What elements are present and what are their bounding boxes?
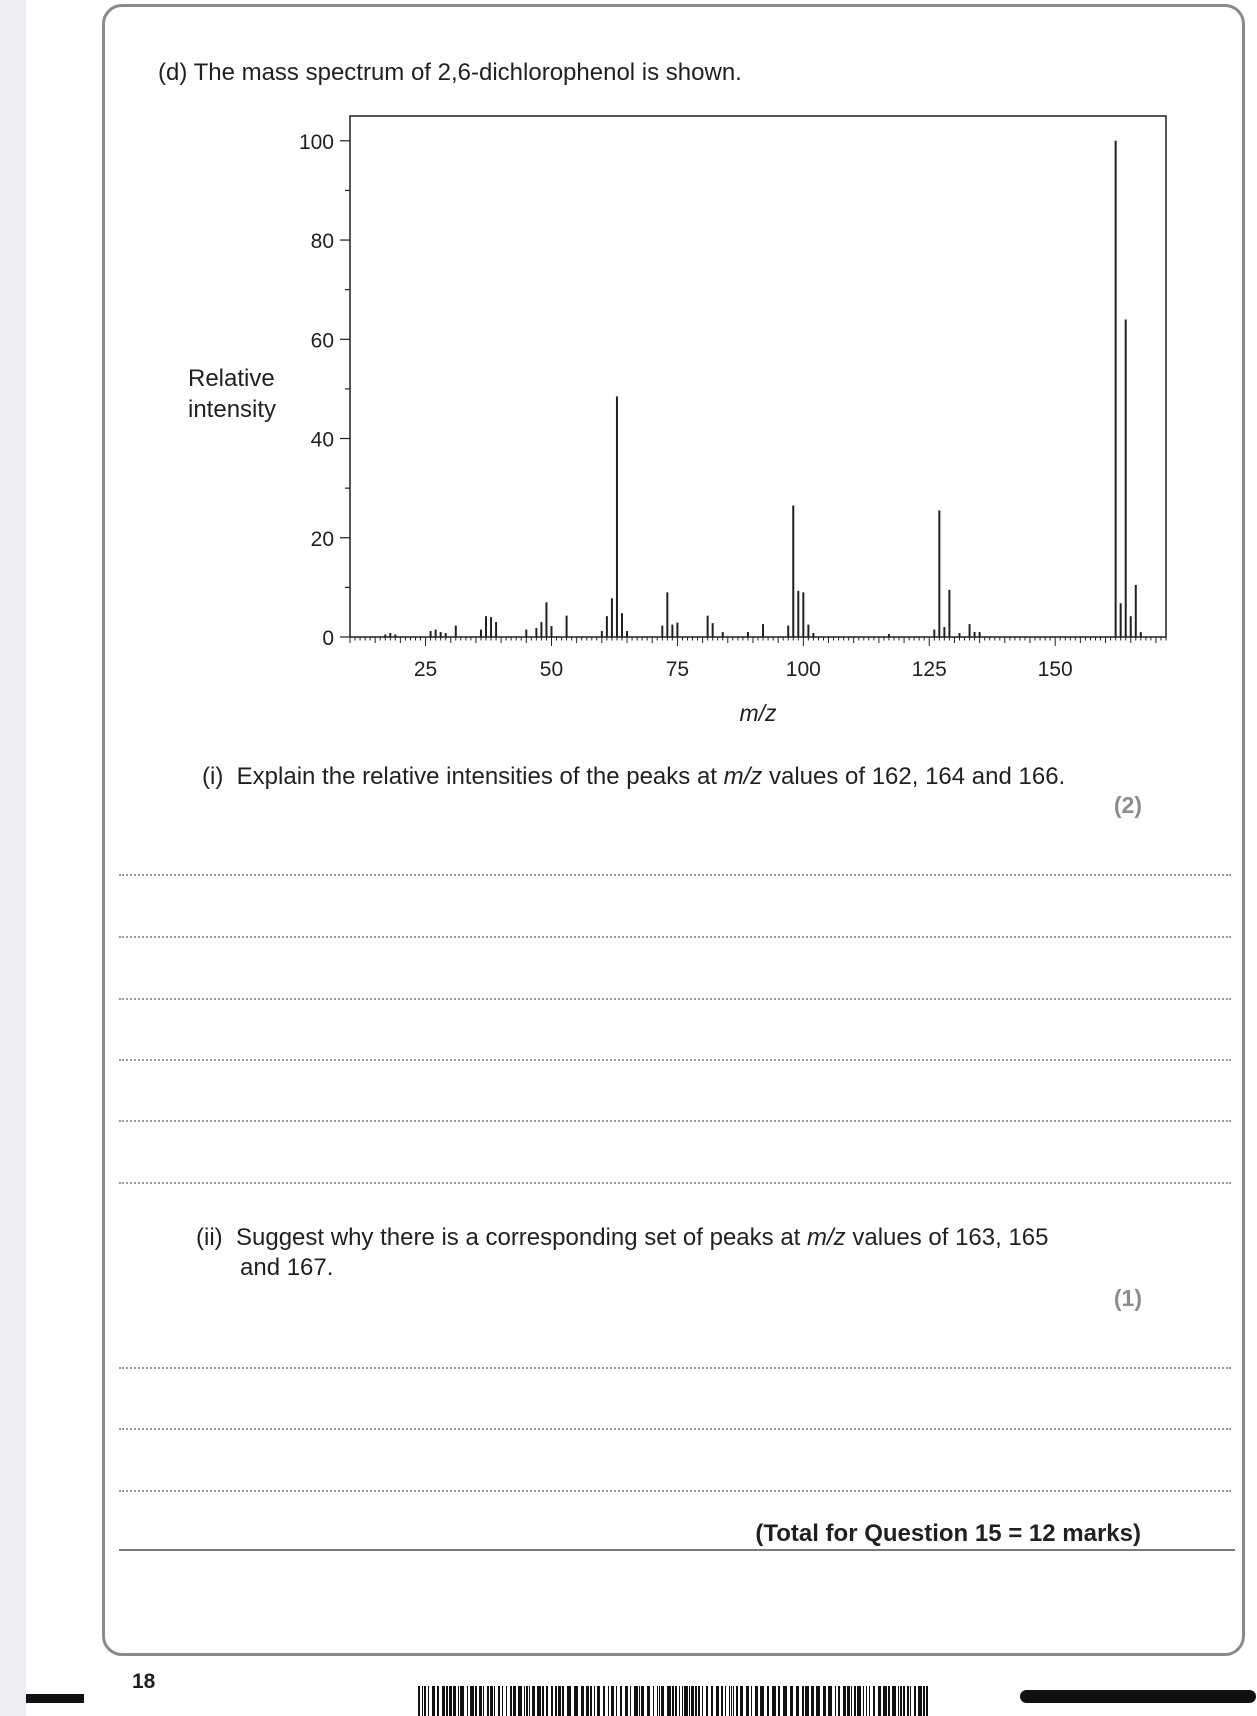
barcode-bar — [422, 1686, 423, 1716]
barcode-bar — [828, 1686, 832, 1716]
barcode-bar — [873, 1686, 875, 1716]
x-tick-label: 25 — [413, 658, 438, 681]
barcode-bar — [467, 1686, 468, 1716]
part-i-mz: m/z — [723, 763, 763, 790]
barcode-bar — [898, 1686, 899, 1716]
barcode-bar — [679, 1686, 680, 1716]
barcode-bar — [551, 1686, 553, 1716]
barcode-bar — [907, 1686, 909, 1716]
barcode-bar — [760, 1686, 764, 1716]
barcode-bar — [657, 1686, 658, 1716]
barcode-bar — [903, 1686, 905, 1716]
barcode-bar — [446, 1686, 448, 1716]
barcode-bar — [783, 1686, 787, 1716]
part-ii-mz: m/z — [807, 1224, 846, 1251]
barcode-bar — [816, 1686, 820, 1716]
barcode-bar — [449, 1686, 452, 1716]
barcode-bar — [458, 1686, 459, 1716]
barcode-bar — [716, 1686, 719, 1716]
barcode-bar — [838, 1686, 840, 1716]
footer-bar-right — [1020, 1690, 1256, 1703]
part-ii-text-before: Suggest why there is a corresponding set of peaks at — [236, 1224, 807, 1251]
y-tick-label: 100 — [298, 130, 334, 154]
answer-line[interactable] — [119, 1367, 1231, 1369]
barcode-bar — [558, 1686, 561, 1716]
plot-frame — [350, 116, 1166, 637]
barcode-bar — [437, 1686, 439, 1716]
part-i-text-after: values of 162, 164 and 166. — [762, 763, 1066, 790]
page-number: 18 — [132, 1670, 156, 1693]
answer-line[interactable] — [119, 998, 1231, 1000]
barcode-bar — [479, 1686, 482, 1716]
barcode-bar — [518, 1686, 522, 1716]
barcode-bar — [502, 1686, 503, 1716]
barcode-bar — [746, 1686, 749, 1716]
barcode-bar — [603, 1686, 605, 1716]
barcode-bar — [802, 1686, 804, 1716]
barcode-bar — [772, 1686, 776, 1716]
barcode-bar — [661, 1686, 664, 1716]
barcode-bar — [498, 1686, 500, 1716]
barcode-bar — [823, 1686, 826, 1716]
barcode-bar — [733, 1686, 734, 1716]
part-ii-label: (ii) — [196, 1224, 223, 1251]
barcode-bar — [487, 1686, 489, 1716]
part-i-marks: (2) — [1113, 792, 1142, 818]
x-axis-label: m/z — [739, 700, 777, 726]
barcode-bar — [751, 1686, 752, 1716]
barcode-bar — [711, 1686, 713, 1716]
barcode-bar — [835, 1686, 836, 1716]
barcode-bar — [510, 1686, 512, 1716]
barcode-bar — [869, 1686, 870, 1716]
barcode-bar — [494, 1686, 495, 1716]
y-axis-label-line: intensity — [188, 396, 277, 423]
question-part-d: (d) The mass spectrum of 2,6-dichlorophenol is shown. — [158, 59, 742, 86]
barcode-bar — [863, 1686, 864, 1716]
part-ii-question — [196, 1223, 1049, 1253]
barcode-bar — [740, 1686, 743, 1716]
barcode-bar — [634, 1686, 638, 1716]
barcode-bar — [796, 1686, 799, 1716]
barcode-bar — [721, 1686, 723, 1716]
barcode-bar — [537, 1686, 541, 1716]
barcode-bar — [805, 1686, 809, 1716]
barcode-bar — [542, 1686, 544, 1716]
barcode-bar — [442, 1686, 445, 1716]
barcode-bar — [641, 1686, 644, 1716]
barcode-bar — [524, 1686, 525, 1716]
barcode-bar — [608, 1686, 609, 1716]
barcode-bar — [625, 1686, 628, 1716]
barcode-bar — [675, 1686, 677, 1716]
barcode-bar — [581, 1686, 584, 1716]
barcode-bar — [597, 1686, 600, 1716]
barcode-bar — [546, 1686, 548, 1716]
total-rule — [119, 1549, 1235, 1551]
barcode-bar — [866, 1686, 867, 1716]
barcode-bar — [460, 1686, 464, 1716]
barcode-bar — [659, 1686, 660, 1716]
barcode-bar — [574, 1686, 578, 1716]
answer-line[interactable] — [119, 1059, 1231, 1061]
barcode-bar — [630, 1686, 631, 1716]
y-tick-label: 40 — [310, 428, 334, 452]
barcode-bar — [910, 1686, 911, 1716]
barcode-bar — [428, 1686, 429, 1716]
barcode-bar — [490, 1686, 493, 1716]
barcode-bar — [620, 1686, 622, 1716]
x-tick-label: 50 — [539, 658, 564, 681]
barcode-bar — [854, 1686, 856, 1716]
barcode-bar — [653, 1686, 654, 1716]
part-i-text-before: Explain the relative intensities of the peaks at — [236, 763, 724, 790]
barcode-bar — [424, 1686, 426, 1716]
x-tick-label: 150 — [1037, 658, 1073, 681]
part-i-label: (i) — [202, 763, 224, 790]
question-total: (Total for Question 15 = 12 marks) — [755, 1520, 1141, 1547]
barcode-bar — [470, 1686, 474, 1716]
barcode-bar — [843, 1686, 846, 1716]
barcode-bar — [682, 1686, 683, 1716]
part-i-question — [202, 762, 1065, 792]
barcode-bar — [851, 1686, 852, 1716]
answer-line[interactable] — [119, 1120, 1231, 1122]
barcode-bar — [736, 1686, 738, 1716]
barcode-bar — [672, 1686, 674, 1716]
barcode — [418, 1686, 930, 1716]
barcode-bar — [532, 1686, 535, 1716]
barcode-bar — [702, 1686, 703, 1716]
barcode-bar — [729, 1686, 730, 1716]
barcode-bar — [878, 1686, 881, 1716]
y-tick-label: 20 — [310, 527, 334, 551]
barcode-bar — [689, 1686, 690, 1716]
barcode-bar — [562, 1686, 564, 1716]
barcode-bar — [611, 1686, 614, 1716]
y-tick-label: 0 — [322, 627, 334, 650]
barcode-bar — [639, 1686, 640, 1716]
barcode-bar — [483, 1686, 484, 1716]
barcode-bar — [695, 1686, 697, 1716]
barcode-bar — [513, 1686, 516, 1716]
barcode-bar — [790, 1686, 793, 1716]
barcode-bar — [892, 1686, 896, 1716]
barcode-bar — [725, 1686, 726, 1716]
barcode-bar — [594, 1686, 595, 1716]
barcode-bar — [418, 1686, 420, 1716]
barcode-bar — [555, 1686, 557, 1716]
barcode-bar — [698, 1686, 700, 1716]
barcode-bar — [706, 1686, 708, 1716]
barcode-bar — [883, 1686, 887, 1716]
barcode-bar — [778, 1686, 780, 1716]
x-tick-label: 125 — [911, 658, 947, 681]
barcode-bar — [888, 1686, 890, 1716]
part-ii-marks: (1) — [1113, 1285, 1142, 1311]
footer-bar-left — [26, 1694, 84, 1703]
barcode-bar — [590, 1686, 592, 1716]
answer-line[interactable] — [119, 874, 1231, 876]
barcode-bar — [475, 1686, 477, 1716]
barcode-bar — [684, 1686, 688, 1716]
y-tick-label: 80 — [310, 230, 334, 254]
barcode-bar — [691, 1686, 694, 1716]
viewer-left-strip — [0, 0, 26, 1716]
barcode-bar — [667, 1686, 671, 1716]
x-tick-label: 100 — [785, 658, 821, 681]
barcode-bar — [529, 1686, 530, 1716]
barcode-bar — [847, 1686, 850, 1716]
barcode-bar — [767, 1686, 769, 1716]
answer-line[interactable] — [119, 1490, 1231, 1492]
barcode-bar — [755, 1686, 758, 1716]
barcode-bar — [647, 1686, 650, 1716]
barcode-bar — [586, 1686, 589, 1716]
y-axis-label-line: Relative — [188, 365, 275, 392]
barcode-bar — [918, 1686, 922, 1716]
barcode-bar — [914, 1686, 916, 1716]
part-ii-line2: and 167. — [240, 1254, 334, 1281]
barcode-bar — [857, 1686, 861, 1716]
barcode-bar — [567, 1686, 571, 1716]
barcode-bar — [432, 1686, 435, 1716]
barcode-bar — [811, 1686, 814, 1716]
y-tick-label: 60 — [310, 329, 334, 353]
answer-line[interactable] — [119, 936, 1231, 938]
barcode-bar — [506, 1686, 507, 1716]
barcode-bar — [923, 1686, 925, 1716]
barcode-bar — [731, 1686, 732, 1716]
barcode-bar — [453, 1686, 456, 1716]
answer-line[interactable] — [119, 1428, 1231, 1430]
part-ii-text-after: values of 163, 165 — [845, 1224, 1049, 1251]
answer-line[interactable] — [119, 1182, 1231, 1184]
barcode-bar — [926, 1686, 928, 1716]
barcode-bar — [900, 1686, 902, 1716]
x-tick-label: 75 — [665, 658, 690, 681]
barcode-bar — [616, 1686, 617, 1716]
barcode-bar — [526, 1686, 528, 1716]
mass-spectrum-chart — [160, 100, 1190, 740]
